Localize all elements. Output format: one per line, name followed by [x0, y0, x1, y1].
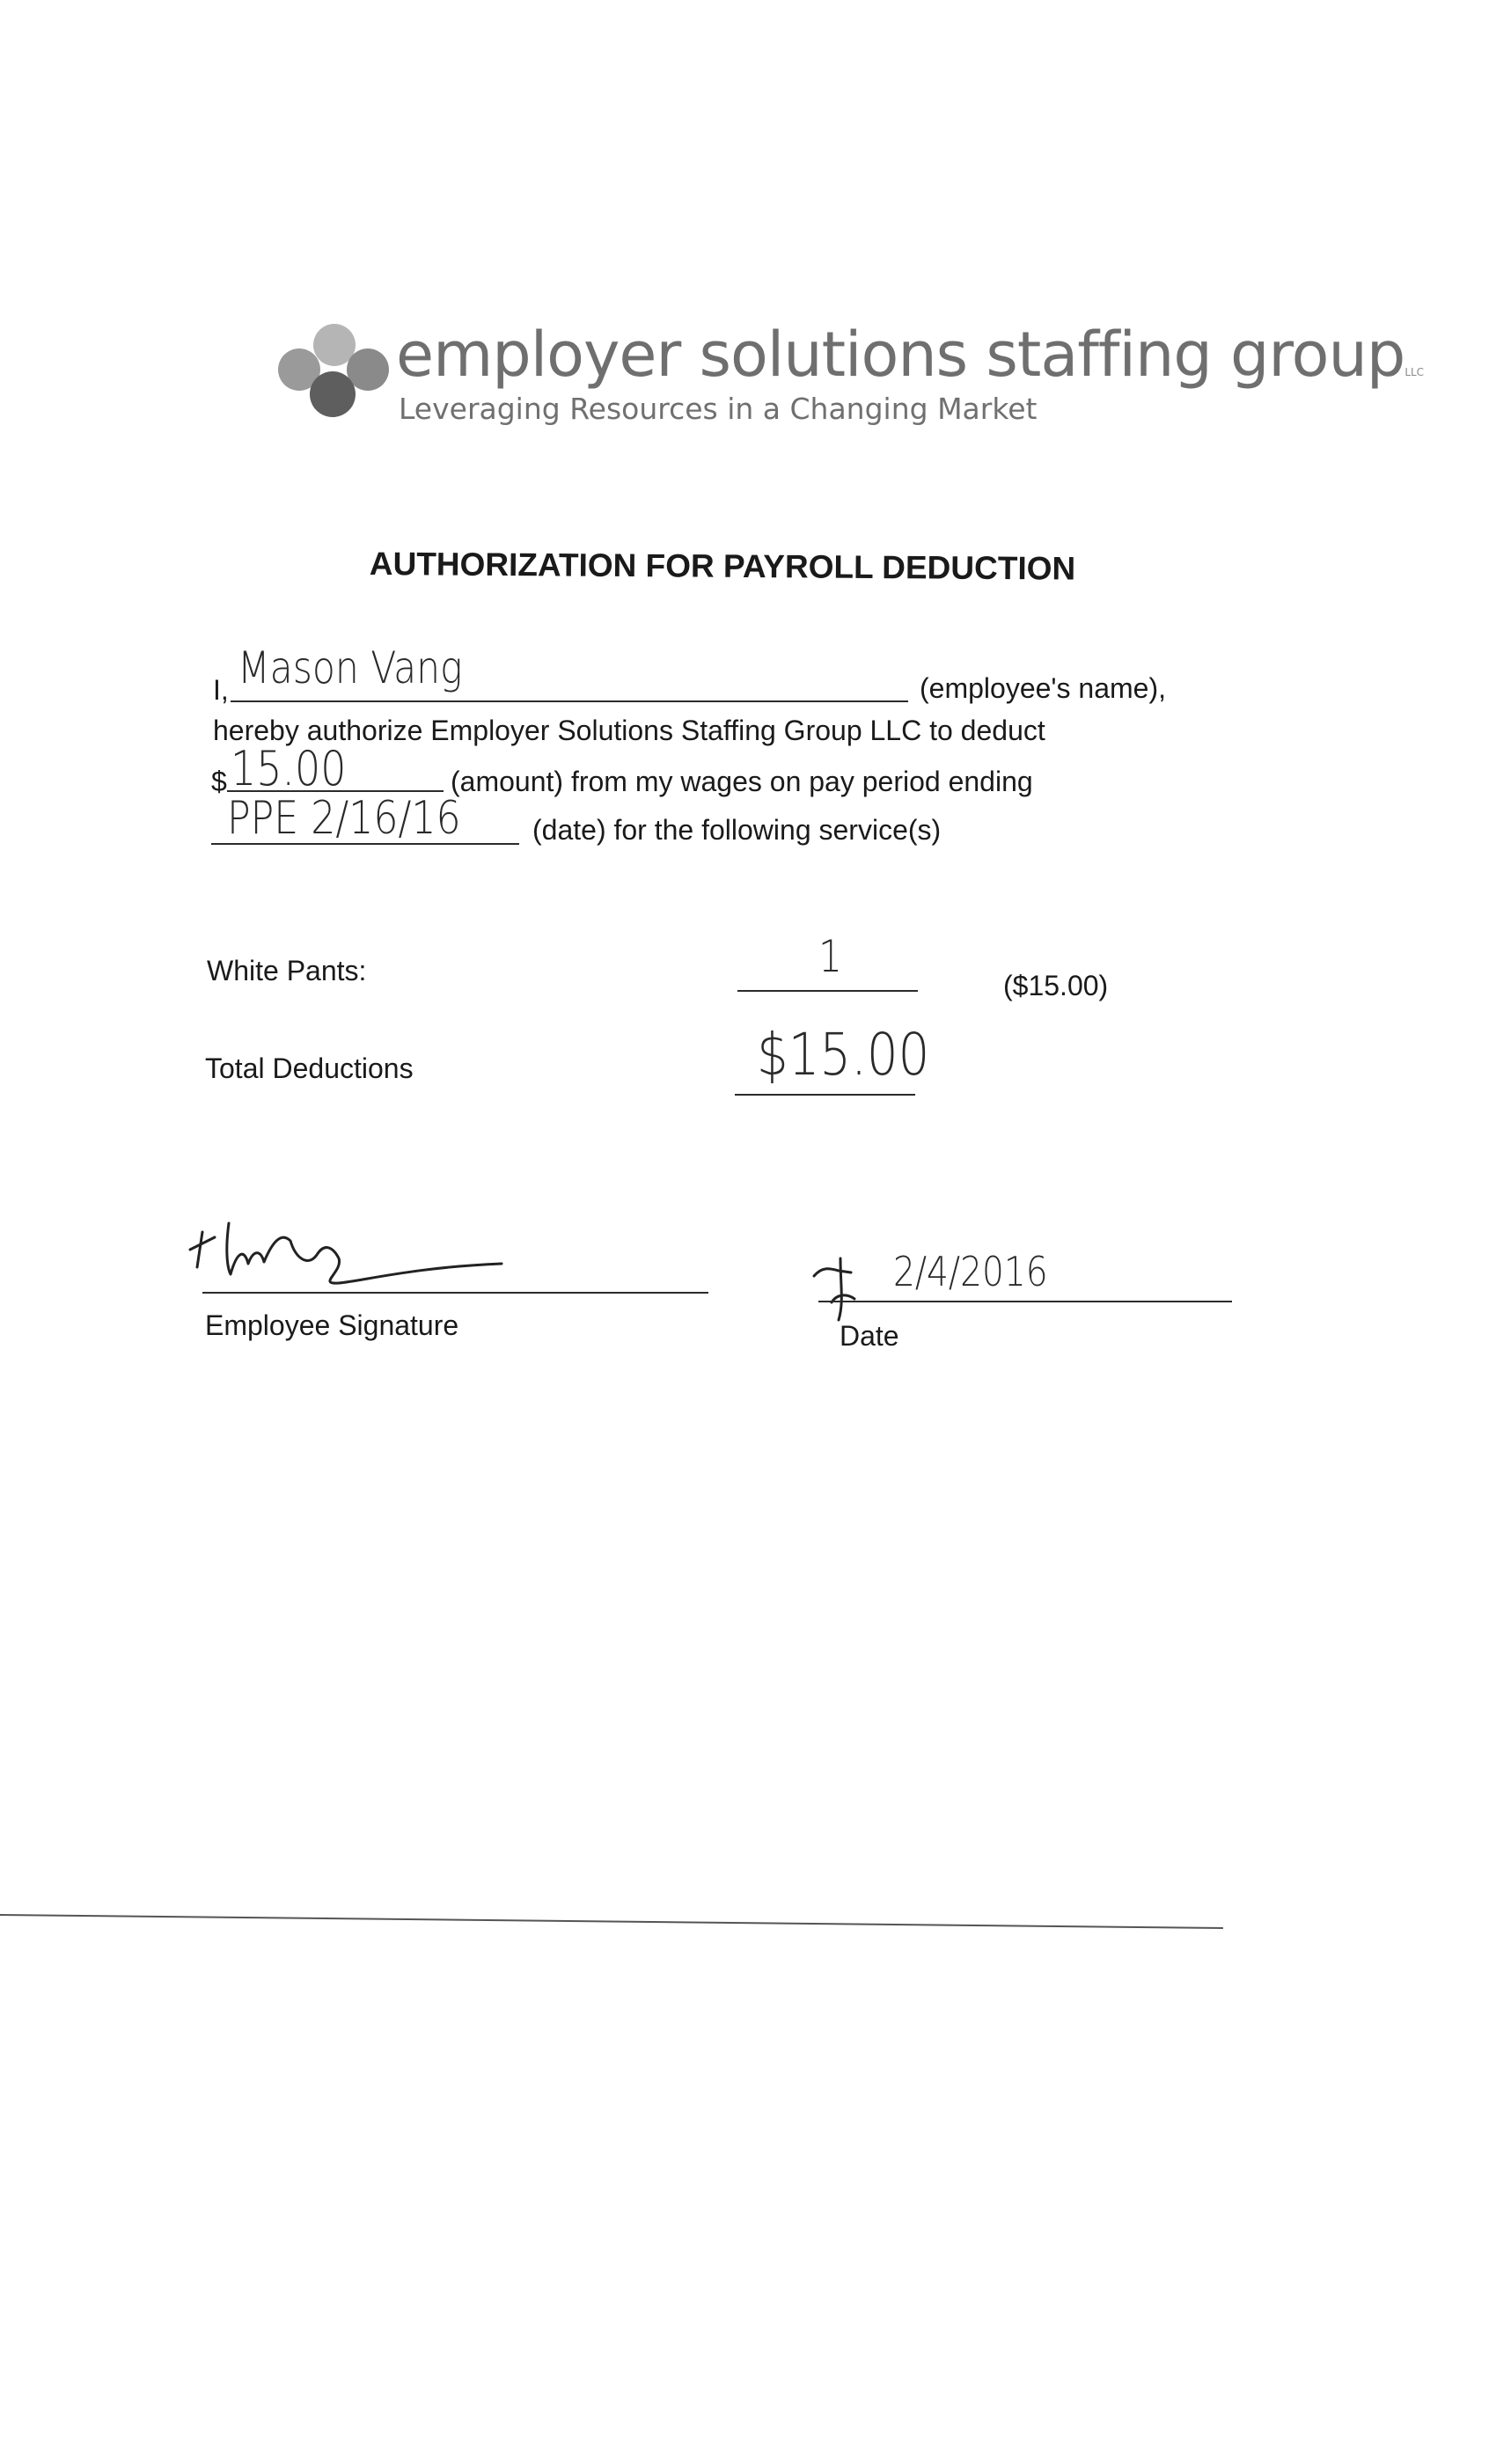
dollar-sign: $	[211, 766, 227, 797]
date-signature-label: Date	[840, 1320, 899, 1352]
service-quantity-handwritten: 1	[818, 931, 843, 982]
total-line	[735, 1094, 915, 1096]
date-initial-mark	[805, 1250, 876, 1329]
amount-label: (amount) from my wages on pay period ending	[451, 766, 1033, 797]
logo-circle-bottom	[310, 371, 356, 417]
service-name: White Pants:	[207, 955, 367, 986]
prefix-i: I,	[213, 674, 229, 706]
scan-edge-line	[0, 1914, 1223, 1929]
total-handwritten: $15.00	[757, 1021, 930, 1089]
logo-tagline: Leveraging Resources in a Changing Market	[399, 392, 1038, 426]
logo-company-name-text: employer solutions staffing group	[396, 319, 1405, 391]
employee-signature-drawing	[185, 1206, 510, 1311]
authorize-text: hereby authorize Employer Solutions Staffing Group LLC to deduct	[213, 715, 1045, 746]
employee-signature-line	[202, 1292, 708, 1294]
logo-company-name	[396, 319, 1424, 391]
date-label: (date) for the following service(s)	[532, 814, 942, 846]
signature-date-handwritten: 2/4/2016	[893, 1248, 1048, 1295]
employee-name-handwritten: Mason Vang	[238, 642, 463, 693]
total-deductions-label: Total Deductions	[205, 1052, 414, 1084]
service-price: ($15.00)	[1003, 970, 1109, 1001]
document-title: AUTHORIZATION FOR PAYROLL DEDUCTION	[369, 546, 1076, 587]
service-quantity-line	[737, 990, 918, 992]
date-signature-line	[818, 1301, 1232, 1302]
pay-period-handwritten: PPE 2/16/16	[227, 792, 461, 845]
logo-llc-suffix: LLC	[1404, 366, 1425, 378]
company-logo-icon	[264, 317, 396, 422]
employee-name-line	[231, 700, 908, 702]
employee-name-label: (employee's name),	[920, 672, 1166, 704]
amount-handwritten: 15.00	[231, 741, 347, 796]
employee-signature-label: Employee Signature	[205, 1309, 459, 1341]
